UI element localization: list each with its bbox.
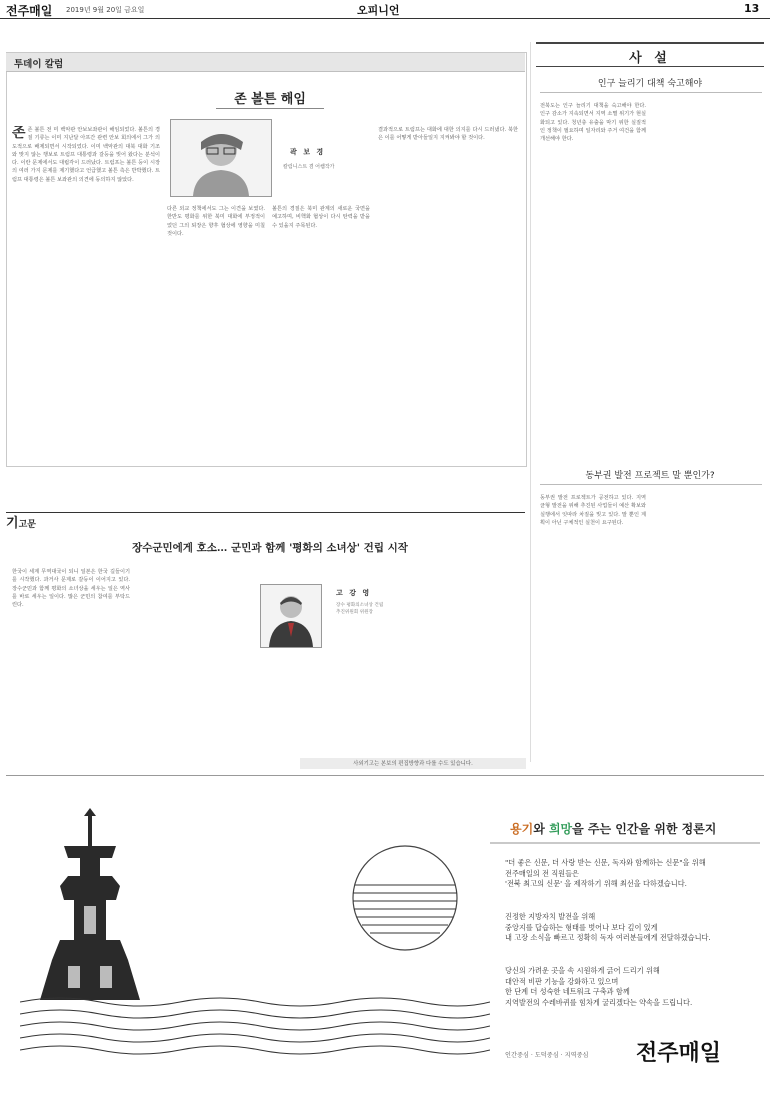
column-separator (530, 42, 531, 762)
ad-headline-word-courage: 용기 (510, 822, 534, 836)
ad-paragraph-1: "더 좋은 신문, 더 사랑 받는 신문, 독자와 함께하는 신문"을 위해 전주매일의 전 직원들은 '전북 최고의 신문' 을 제작하기 위해 최선을 다하겠습니다. (505, 858, 706, 888)
column-author-role: 칼럼니스트 겸 어쌤작가 (283, 164, 335, 170)
title-divider (216, 108, 324, 109)
ad-headline-word-hope: 희망 (548, 822, 573, 836)
contribution-text-col4 (388, 568, 522, 753)
column-paragraph: 존 볼튼 전 미 백악관 안보보좌관이 해임되었다. 볼튼의 경질 기류는 이미 지난달 아프간 관련 안보 회의에서 그가 의도적으로 배제되면서 시작되었다. 이미 백악관의 대북 대화 기조와 맞지 않는 행보로 트럼프 대통령과 갈등을 빚어 왔다는 분석이다. (12, 127, 160, 167)
ad-paragraph-2: 진정한 지방자치 발전을 위해 중앙지를 답습하는 형태를 벗어나 보다 깊이 있게 내 고장 소식을 빠르고 정확히 독자 여러분들에게 전달하겠습니다. (505, 912, 711, 942)
contribution-author: 고 강 영 (336, 589, 372, 597)
ad-headline (510, 820, 716, 837)
contribution-title: 장수군민에게 호소… 군민과 함께 '평화의 소녀상' 건립 시작 (132, 542, 408, 554)
page-number: 13 (744, 2, 760, 15)
ad-headline-rest: 을 주는 인간을 위한 정론지 (572, 822, 717, 836)
contribution-text-col1: 한국이 세계 무역대국이 되니 일본은 한국 길들이기를 시작했다. 과거사 문제로 갈등이 이어지고 있다. 장수군민과 함께 평화의 소녀상을 세우는 일은 역사를 바로 세우는 일이다. 많은 군민의 참여를 부탁드린다. (12, 569, 130, 609)
ad-tagline: 인간중심 · 도덕중심 · 지역중심 (505, 1052, 589, 1059)
column-title: 존 볼튼 해임 (234, 92, 306, 107)
issue-date: 2019년 9월 20일 금요일 (66, 6, 145, 14)
editorial-2-text-right (654, 494, 762, 764)
ad-headline-joiner: 와 (533, 822, 549, 836)
editorial-2-divider (540, 484, 762, 485)
editorial-1-text-right (654, 102, 762, 457)
section-title: 오피니언 (357, 4, 400, 17)
ad-headline-rule (490, 842, 760, 844)
contribution-author-role: 장수 평화의소녀상 건립 추진위원회 위원장 (336, 603, 384, 615)
ad-paragraph-3: 당신의 가려운 곳을 속 시원하게 긁어 드리기 위해 대안적 비판 기능을 강화하고 있으며 한 단계 더 성숙한 네트워크 구축과 함께 지역발전의 수레바퀴를 힘차게 굴리겠다는 약속을 드립니다. (505, 966, 693, 1007)
editorial-heading-label: 사 설 (629, 51, 671, 66)
editorial-2-title: 동부권 발전 프로젝트 말 뿐인가? (585, 471, 715, 481)
contribution-rule (6, 512, 525, 513)
contributor-photo (260, 584, 322, 648)
column-tab-label: 투데이 칼럼 (14, 59, 64, 70)
column-author: 곽 보 경 (290, 148, 326, 156)
contribution-disclaimer (300, 758, 526, 769)
disclaimer-text: 사외기고는 본보의 편집방향과 다를 수도 있습니다. (353, 761, 473, 767)
editorial-1-text-left: 전북도는 인구 늘리기 대책을 숙고해야 한다. 인구 감소가 지속되면서 지역 소멸 위기가 현실화되고 있다. 청년층 유출을 막기 위한 실질적인 정책이 필요하며 일자리와 주거 여건을 함께 개선해야 한다. (540, 103, 646, 143)
contribution-label-small: 고문 (18, 520, 36, 530)
column-text-col4: 결과적으로 트럼프는 대화에 대한 의지를 다시 드러냈다. 북한은 이를 어떻게 받아들일지 지켜봐야 할 것이다. (378, 127, 518, 142)
ad-logo: 전주매일 (636, 1040, 722, 1066)
editorial-heading (536, 42, 764, 67)
column-text-col2: 다른 외교 정책에서도 그는 이견을 보였다. 한반도 평화를 위한 북미 대화에 부정적이었던 그의 퇴장은 향후 협상에 영향을 미칠 것이다. (167, 206, 265, 237)
ad-illustration (20, 790, 490, 1080)
column-tab (6, 53, 525, 72)
page-header (0, 0, 770, 19)
contribution-label (6, 512, 36, 531)
column-paragraph: 이란 문제에서도 대립각이 드러났다. 트럼프는 볼튼 등이 시장의 여러 가지 문제를 제기했다고 언급했고 볼튼 측은 반박했다. 트럼프 대통령은 볼튼 보좌관의 의견에 동의하지 않았다. (12, 160, 160, 183)
column-text-col3: 볼튼의 경질은 북미 관계의 새로운 국면을 예고하며, 비핵화 협상이 다시 탄력을 받을 수 있을지 주목된다. (272, 206, 370, 229)
masthead-logo: 전주매일 (6, 4, 53, 18)
contribution-text-col2 (136, 568, 254, 753)
author-photo (170, 119, 272, 197)
contribution-text-col3 (262, 650, 380, 750)
editorial-1-title: 인구 늘리기 대책 숙고해야 (597, 79, 703, 89)
contribution-label-big: 기 (6, 516, 19, 531)
column-text-col1: 존 존 볼튼 전 미 백악관 안보보좌관이 해임되었다. 볼튼의 경질 기류는 이미 지난달 아프간 관련 안보 회의에서 그가 의도적으로 배제되면서 시작되었다. 이미 백악관의 대북 대화 기조와 맞지 않는 행보로 트럼프 대통령과 갈등을 빚어 왔다는 분석이다. 이란 문제에서도 대립각이 드러났다. 트럼프는 볼튼 등이 시장의 여러 가지 문제를 제기했다고 언급했고 볼튼 측은 반박했다. 트럼프 대통령은 볼튼 보좌관의 의견에 동의하지 않았다. (12, 126, 160, 183)
editorial-1-divider (540, 92, 762, 93)
editorial-2-text-left: 동부권 발전 프로젝트가 공전하고 있다. 지역 균형 발전을 위해 추진된 사업들이 예산 확보와 실행에서 잇따라 차질을 빚고 있다. 말 뿐인 계획이 아닌 구체적인 실천이 요구된다. (540, 495, 646, 526)
